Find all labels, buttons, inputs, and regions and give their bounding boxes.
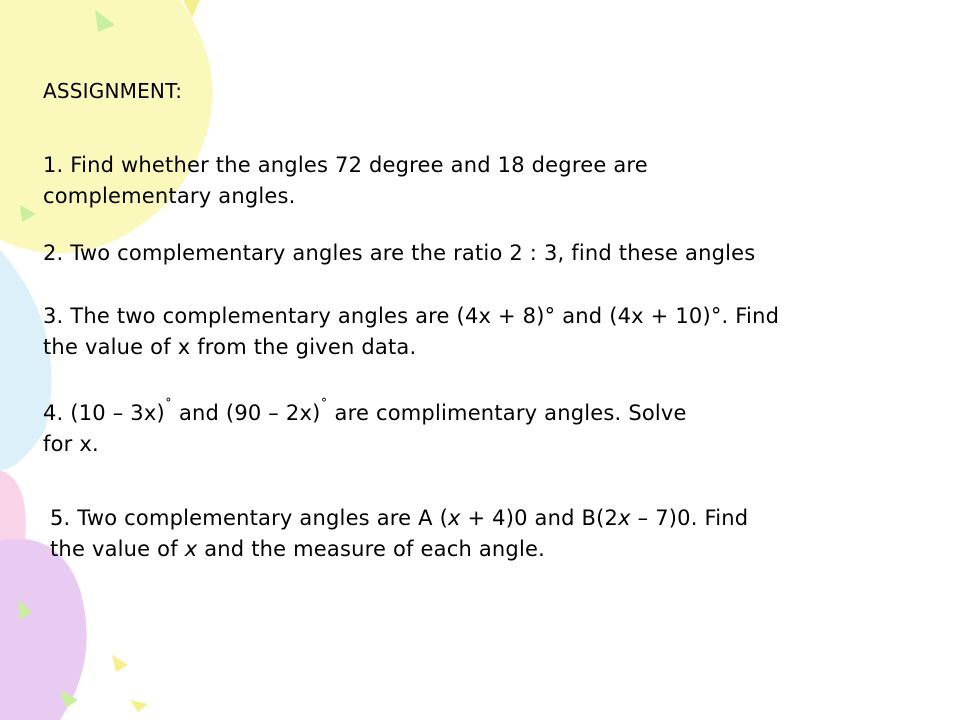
- question-5-line-2-part-1: the value of: [50, 537, 185, 561]
- question-1: [43, 150, 648, 212]
- pink-balloon-shape: [0, 470, 26, 540]
- question-5-part-3: – 7)0. Find: [630, 506, 749, 530]
- degree-symbol: ˚: [164, 398, 173, 414]
- variable-x: x: [184, 537, 198, 561]
- purple-balloon-shape: [0, 539, 87, 720]
- confetti-piece: [130, 700, 148, 712]
- variable-x: x: [447, 506, 461, 530]
- question-4-part-2: and (90 – 2x): [172, 401, 321, 425]
- question-3-line-2: the value of x from the given data.: [43, 335, 417, 359]
- question-3: [43, 301, 779, 363]
- question-5: [50, 503, 748, 565]
- question-4-line-2: for x.: [43, 432, 99, 456]
- question-4-part-3: are complimentary angles. Solve: [327, 401, 687, 425]
- question-5-part-2: + 4)0 and B(2: [460, 506, 619, 530]
- confetti-piece: [112, 655, 128, 672]
- question-1-line-1: 1. Find whether the angles 72 degree and 18 degree are: [43, 153, 648, 177]
- degree-symbol: ˚: [320, 398, 328, 414]
- variable-x: x: [618, 506, 631, 530]
- question-2-line-1: 2. Two complementary angles are the ratio 2 : 3, find these angles: [43, 241, 756, 265]
- question-4-part-1: 4. (10 – 3x): [43, 401, 165, 425]
- question-1-line-2: complementary angles.: [43, 184, 296, 208]
- question-3-line-1: 3. The two complementary angles are (4x + 8)° and (4x + 10)°. Find: [43, 304, 780, 328]
- question-4: [43, 398, 687, 460]
- question-2: [43, 238, 755, 269]
- assignment-heading: ASSIGNMENT:: [43, 79, 183, 103]
- question-5-part-1: 5. Two complementary angles are A (: [50, 506, 448, 530]
- question-5-line-2-part-2: and the measure of each angle.: [197, 537, 545, 561]
